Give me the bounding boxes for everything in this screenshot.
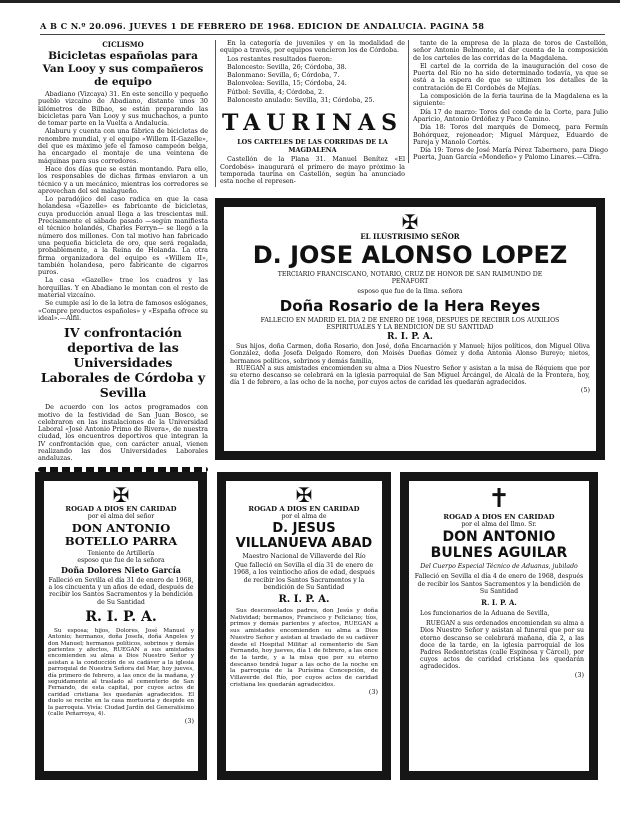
cross-icon: ✝ [488, 484, 510, 514]
deceased-name: DON ANTONIO BOTELLO PARRA [64, 521, 178, 549]
paragraph: Día 17 de marzo: Toros del conde de la Corte, para Julio Aparicio, Antonio Ordóñez y Paco Camino. [413, 107, 608, 123]
paragraph: Baloncesto anulado: Sevilla, 31; Córdoba, 25. [227, 96, 375, 105]
paragraph: En la categoría de juveniles y en la modalidad de equipo a través, por equipos vencieron los de Córdoba. [220, 39, 405, 55]
cross-icon: ✠ [295, 483, 313, 507]
headline: IV confrontación deportiva de las Universidades Laborales de Córdoba y Sevilla [40, 325, 206, 401]
title: Del Cuerpo Especial Técnico de Aduanas, jubilado [420, 563, 578, 571]
headline: Bicicletas españolas para Van Looy y sus compañeros de equipo [42, 50, 204, 88]
ad-number: (3) [184, 717, 194, 726]
paragraph: La casa «Gazelle» trae los cuadros y las horquillas. Y en Abadiano le montan con el resto de material vizcaíno. [38, 276, 208, 300]
paragraph: Balonmano: Sevilla, 6; Córdoba, 7. [227, 71, 340, 80]
cross-icon: ✠ [112, 483, 130, 507]
death-notice: Falleció en Sevilla el día 31 de enero de 1968, a los cincuenta y un años de edad, después de recibir los Santos Sacramentos y la bendición de Su Santidad [48, 576, 194, 606]
section-label: CICLISMO [102, 40, 144, 49]
body: Sus desconsolados padres, don Jesús y doña Natividad; hermanos, Francisco y Feliciano; tíos, primos y demás parientes y afectos, RUEGAN a sus amistades encomienden su alma a Dios Nuestro Señor y asistan al traslado de su cadáver desde el Hospital Militar al cementerio de San Fernando, hoy jueves, día 1 de febrero, a las once de la tarde, y a la misa que por su eterno descanso tendrá lugar a las ocho de la noche en la parroquia de la Purísima Concepción, de Villaverde del Río, por cuyos actos de caridad cristiana les quedarán agradecidos. [230, 608, 378, 688]
cross-icon: ✠ [401, 210, 419, 234]
deceased-name: DON ANTONIO BULNES AGUILAR [430, 529, 568, 561]
request: RUEGAN a sus amistades encomienden su alma a Dios Nuestro Señor y asistan a la misa de Réquiem que por su eterno descanso se celebrará en la iglesia parroquial de San Miguel Arcángel, de Alcalá de la Frontera, hoy, día 1 de febrero, a las ocho de la noche, por cuyos actos de caridad les quedarán agradecidos. [230, 364, 590, 387]
obituary-jose-alonso-lopez [215, 198, 605, 460]
spouse-line: esposo que fue de la Ilma. señora [357, 288, 463, 295]
paragraph: La composición de la feria taurina de la Magdalena es la siguiente: [413, 92, 608, 108]
ripa: R. I. P. A. [481, 598, 517, 607]
column-cycling [38, 40, 208, 476]
family: Sus hijos, doña Carmen, doña Rosario, don José, doña Encarnación y Manuel; hijos políticos, don Miguel Oliva González, doña Josefa Delgado Romero, don Moisés Dueñas Gómez y doña Antonia Alonso Bureyo; nietos, hermanos políticos, sobrinos y demás familia, [230, 343, 590, 365]
alma-line: por el alma del Ilmo. Sr. [461, 521, 537, 529]
paragraph: Lo paradójico del caso radica en que la casa holandesa «Gazelle» es fabricante de bicicletas, cuya producción anual llega a las trescientas mil. Precisamente el sábado pasado —según manifiesta el técnico holandés, Charles Ferryn— se llegó a la número dos millones. Con tal motivo han fabricado una pequeña bicicleta de oro, que será regalada, probablemente, a la Reina de Holanda. La otra firma organizadora del equipo es «Willem II», también holandesa, pero fabricante de cigarros puros. [38, 195, 208, 277]
column-taurinas-cont [408, 40, 608, 163]
rogad-line: ROGAD A DIOS EN CARIDAD [248, 505, 360, 513]
rogad-line: ROGAD A DIOS EN CARIDAD [65, 505, 177, 513]
paragraph: Baloncesto: Sevilla, 26; Córdoba, 38. [227, 62, 347, 71]
ripa: R. I. P. A. [278, 594, 330, 606]
obituary-villanueva-abad [217, 472, 391, 780]
paragraph: Día 18: Toros del marqués de Domecq, para Fermín Bohórquez, rejoneador; Miguel Márquez, Eduardo de Pareja y Manolo Cortés. [413, 123, 608, 146]
paragraph: Castellón de la Plana 31. Manuel Benítez «El Cordobés» inaugurará el primero de mayo próximo la temporada taurina en Castellón, según ha anunciado esta noche el represen- [220, 155, 405, 186]
death-notice: Que falleció en Sevilla el día 31 de enero de 1968, a los veintiocho años de edad, después de recibir los Santos Sacramentos y la bendición de Su Santidad [233, 562, 375, 591]
paragraph: De acuerdo con los actos programados con motivo de la festividad de San Juan Bosco, se celebraron en las instalaciones de la Universidad Laboral «José Antonio Primo de Rivera», de nuestra ciudad, los encuentros deportivos que integran la IV confrontación que, con carácter anual, vienen realizando las dos Universidades Laborales andaluzas. [38, 403, 208, 463]
paragraph: Fútbol: Sevilla, 4; Córdoba, 2. [227, 87, 325, 96]
subheadline: LOS CARTELES DE LAS CORRIDAS DE LA MAGDALENA [237, 138, 388, 155]
body: Su esposa; hijos, Dolores, José Manuel y Antonio; hermanos, doña Josefa, doña Angeles y don Manuel; hermanos políticos, sobrinos y demás parientes y afectos, RUEGAN a sus amistades encomienden su alma a Dios Nuestro Señor y asistan a la conducción de su cadáver a la iglesia parroquial de Nuestra Señora del Mar, hoy jueves, día primero de febrero, a las once de la mañana, y seguidamente al traslado al cementerio de San Fernando, de esta capital, por cuyos actos de caridad cristiana les quedarán agradecidos. El duelo se recibe en la casa mortuoria y despide en la parroquia. Vivía: Ciudad Jardín del Generalísimo (calle Peñarroya, 4). [48, 627, 194, 717]
spouse-name: Doña Rosario de la Hera Reyes [279, 297, 541, 316]
body: RUEGAN a sus ordenados encomiendan su alma a Dios Nuestro Señor y asistan al funeral que por su eterno descanso se celebrará mañana, día 2, a las doce de la tarde, en la iglesia parroquial de los Padres Redentoristas (calle Espinosa y Cárcel), por cuyos actos de caridad cristiana les quedarán agradecidos. [420, 620, 584, 671]
paragraph: El cartel de la corrida de la inauguración del coso de Puerta del Río no ha sido determinado todavía, ya que se está a la espera de que se ultimen los detalles de la contratación de El Cordobés de Mejías. [413, 61, 608, 92]
section-title: TAURINAS [221, 110, 404, 137]
honorific: EL ILUSTRISIMO SEÑOR [360, 232, 460, 241]
rogad-line: ROGAD A DIOS EN CARIDAD [443, 513, 555, 521]
death-notice: FALLECIO EN MADRID EL DIA 2 DE ENERO DE 1968, DESPUES DE RECIBIR LOS AUXILIOS ESPIRITUALES Y LA BENDICION DE SU SANTIDAD [260, 316, 560, 331]
paragraph: Alaburu y cuenta con una fábrica de bicicletas de renombre mundial, y el equipo «Willem II-Gazelle», del que es máximo jefe el famoso campeón belga, ha encargado el montaje de una veintena de máquinas para sus corredores. [38, 127, 208, 165]
paragraph: Balonvolea: Sevilla, 15; Córdoba, 24. [227, 79, 347, 88]
spouse-name: Doña Dolores Nieto García [61, 565, 181, 576]
title: Maestro Nacional de Villaverde del Río [242, 553, 366, 560]
paragraph: Los restantes resultados fueron: [227, 54, 333, 63]
paragraph: Hace dos días que se están montando. Para ello, los responsables de dichas firmas enviaron a un técnico y a un mecánico, mientras los corredores se aprovechan del sol malagueño. [38, 164, 208, 195]
obituary-botello-parra [35, 472, 207, 780]
paragraph: Abadiano (Vizcaya) 31. En este sencillo y pequeño pueblo vizcaíno de Abadiano, distante unos 30 kilómetros de Bilbao, se están preparando las bicicletas para Van Looy y sus muchachos, a punto de tomar parte en la Vuelta a Andalucía. [38, 90, 208, 128]
ad-number: (5) [580, 386, 590, 395]
paragraph: tante de la empresa de la plaza de toros de Castellón, señor Antonio Belmonte, al dar cuenta de la composición de los carteles de las corridas de la Magdalena. [413, 39, 608, 62]
divider [38, 467, 208, 472]
paragraph: Día 19: Toros de José María Pérez Tabernero, para Diego Puerta, Juan García «Mondeño» y Palomo Linares.—Cifra. [413, 146, 608, 162]
ripa: R. I. P. A. [85, 608, 157, 625]
header-rule [40, 34, 605, 35]
deceased-name: D. JESUS VILLANUEVA ABAD [235, 521, 373, 551]
title: Teniente de Artillería [87, 549, 155, 557]
ad-number: (3) [368, 688, 378, 697]
ripa: R. I. P. A. [387, 332, 433, 343]
titles: TERCIARIO FRANCISCANO, NOTARIO, CRUZ DE HONOR DE SAN RAIMUNDO DE PEÑAFORT [277, 270, 543, 285]
obituary-bulnes-aguilar [400, 472, 598, 780]
deceased-name: D. JOSE ALONSO LOPEZ [252, 241, 568, 270]
paragraph: Se cumple así lo de la letra de famosos eslóganes, «Compre productos españoles» y «España ofrece su ideal».—Alfil. [38, 299, 208, 322]
top-rule [0, 0, 620, 3]
spouse-line: esposo que fue de la señora [77, 556, 165, 564]
page-header: A B C N.º 20.096. JUEVES 1 DE FEBRERO DE 1968. EDICION DE ANDALUCIA. PAGINA 58 [40, 21, 485, 31]
alma-line: por el alma de [281, 513, 327, 521]
ad-number: (3) [574, 670, 584, 679]
death-notice: Falleció en Sevilla el día 4 de enero de 1968, después de recibir los Santos Sacramentos y la bendición de Su Santidad [414, 573, 584, 595]
intro: Los funcionarios de la Aduana de Sevilla, [420, 610, 550, 617]
column-results-taurinas [215, 40, 405, 187]
alma-line: por el alma del señor [87, 513, 155, 521]
